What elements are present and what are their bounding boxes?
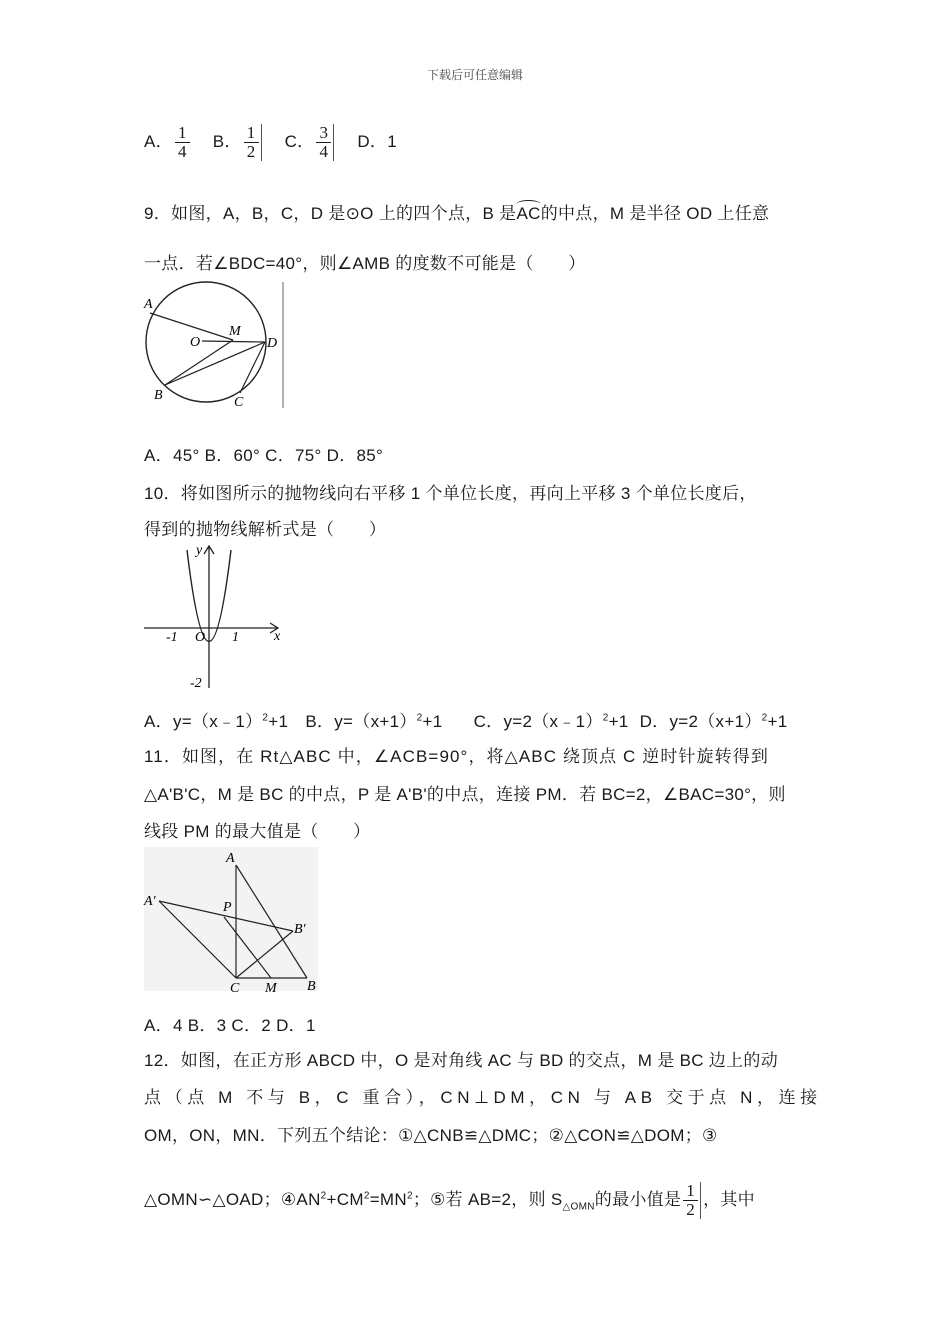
q10-option-b[interactable]: B．$y=(x+1)^2+1$ <box>305 712 443 731</box>
label-o: O <box>190 335 201 350</box>
label-b: B <box>307 979 316 994</box>
q8-option-b[interactable]: B． $\frac{1}{2}$ <box>213 124 264 161</box>
q8-option-c[interactable]: C． $\frac{3}{4}$ <box>285 124 337 161</box>
fraction-one-half: $\frac{1}{2}$ <box>683 1182 701 1219</box>
fraction: $\frac{3}{4}$ <box>316 124 334 161</box>
q10-stem-line2: 得到的抛物线解析式是（ ） <box>144 520 387 539</box>
q11-triangle-figure <box>140 845 325 995</box>
label-c: C <box>230 981 240 995</box>
figure-background <box>144 847 318 991</box>
label-a-prime: A′ <box>144 894 156 909</box>
q11-stem-line1: 11．如图，在 Rt△ABC 中，∠ACB=90°，将△ABC 绕顶点 C 逆时针旋转得到 <box>144 747 769 766</box>
arc-ac: AC <box>516 204 541 223</box>
fraction: $\frac{1}{2}$ <box>244 124 262 161</box>
q8-options <box>144 124 413 161</box>
q8-option-d[interactable]: D．1 <box>357 131 397 151</box>
label-origin: O <box>195 630 206 645</box>
q12-stem-line3: OM，ON，MN．下列五个结论：①△CNB≌△DMC；②△CON≌△DOM；③ <box>144 1126 718 1145</box>
q12-stem-line2: 点（点 M 不与 B，C 重合），CN⊥DM，CN 与 AB 交于点 N，连接 <box>144 1088 822 1107</box>
segment-cd <box>240 342 265 393</box>
label-y: y <box>196 543 203 558</box>
segment-od <box>202 341 265 342</box>
q9-options[interactable]: A．45° B．60° C．75° D．85° <box>144 446 384 465</box>
label-neg2: -2 <box>190 676 202 691</box>
segment-bd <box>165 342 265 385</box>
q11-options[interactable]: A．4 B．3 C．2 D．1 <box>144 1016 316 1035</box>
label-a: A <box>144 297 153 312</box>
q10-parabola-figure <box>140 540 290 692</box>
label-b-prime: B′ <box>294 922 306 937</box>
fraction: $\frac{1}{4}$ <box>175 124 190 161</box>
page-header: 下载后可任意编辑 <box>426 68 523 82</box>
label-p: P <box>223 900 232 915</box>
q10-option-c[interactable]: C．y=2（x﹣1）$^2$+1 <box>473 712 629 731</box>
q8-option-a[interactable]: A． $\frac{1}{4}$ <box>144 124 192 161</box>
q10-option-a[interactable]: A．y=（x﹣1）$^2$+1 <box>144 712 289 731</box>
label-1: 1 <box>232 630 239 645</box>
q9-stem-line2: 一点．若∠BDC=40°，则∠AMB 的度数不可能是（ ） <box>144 254 586 273</box>
q9-circle-figure <box>140 280 290 412</box>
label-d: D <box>267 336 278 351</box>
label-m: M <box>265 981 277 995</box>
label-neg1: -1 <box>166 630 178 645</box>
q12-stem-line1: 12．如图，在正方形 ABCD 中，O 是对角线 AC 与 BD 的交点，M 是 BC 边上的动 <box>144 1051 779 1070</box>
q10-options <box>144 707 803 732</box>
q11-stem-line2: △A'B'C，M 是 BC 的中点，P 是 A'B'的中点，连接 PM．若 BC=2，∠BAC=30°，则 <box>144 785 786 804</box>
q11-stem-line3: 线段 PM 的最大值是（ ） <box>144 822 371 841</box>
label-a: A <box>226 851 235 866</box>
q10-stem-line1: 10．将如图所示的抛物线向右平移 1 个单位长度，再向上平移 3 个单位长度后， <box>144 484 757 503</box>
label-x: x <box>274 629 281 644</box>
q12-stem-line4: △OMN∽△OAD；$④AN^2+CM^2=MN^2$；⑤若 AB=2，则 $S_{\triangle OMN}$的最小值是 $\frac{1}{2}$ ，其中 <box>144 1181 755 1219</box>
label-c: C <box>234 395 244 410</box>
q9-stem-line1: 9．如图，A，B，C，D 是⊙O 上的四个点，B 是AC的中点，M 是半径 OD 上任意 <box>144 204 770 223</box>
label-b: B <box>154 388 163 403</box>
q10-option-d[interactable]: D．$y=2(x+1)^2+1$ <box>639 712 788 731</box>
label-m: M <box>229 324 241 339</box>
